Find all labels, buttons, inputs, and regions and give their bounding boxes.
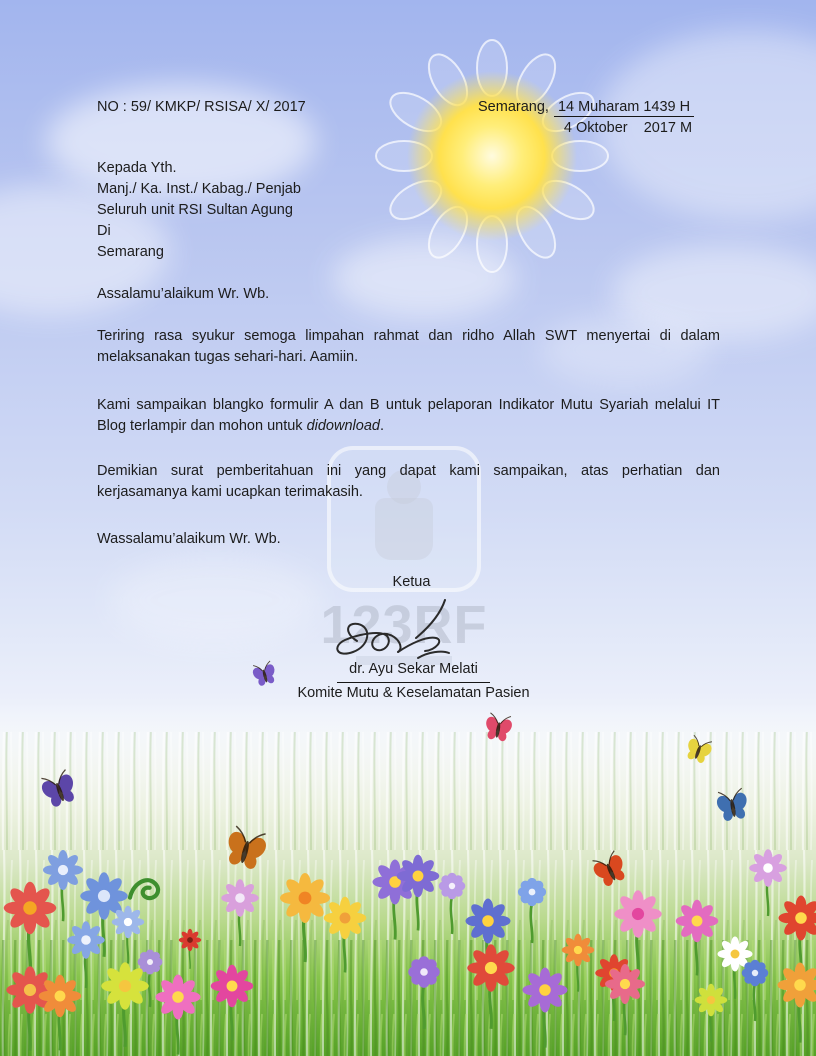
recipient-line: Semarang — [97, 244, 164, 260]
paragraph-2-italic: didownload — [306, 418, 380, 434]
closing-salutation: Wassalamu’alaikum Wr. Wb. — [97, 531, 281, 547]
letter-place: Semarang, — [478, 99, 549, 115]
paragraph-2-text: Kami sampaikan blangko formulir A dan B untuk pelaporan Indikator Mutu Syariah melalui IT Blog terlampir dan mohon untuk — [97, 397, 720, 434]
letter-number: NO : 59/ KMKP/ RSISA/ X/ 2017 — [97, 99, 306, 115]
recipient-line: Manj./ Ka. Inst./ Kabag./ Penjab — [97, 181, 301, 197]
letter-body — [97, 90, 720, 704]
recipient-line: Di — [97, 223, 111, 239]
recipient-line: Kepada Yth. — [97, 160, 177, 176]
date-hijri: 14 Muharam 1439 H — [554, 99, 694, 117]
recipient-block — [97, 158, 720, 263]
signer-organization: Komite Mutu & Keselamatan Pasien — [297, 685, 530, 701]
date-gregorian: 4 Oktober 2017 M — [563, 120, 693, 136]
signature-icon — [324, 595, 494, 663]
date-block — [478, 97, 708, 139]
watermark-text: 123RF — [320, 595, 488, 655]
letter-header — [97, 97, 720, 139]
signer-title: Ketua — [392, 574, 431, 590]
paragraph-2 — [97, 395, 720, 437]
salutation: Assalamu’alaikum Wr. Wb. — [97, 286, 270, 302]
signature-block — [97, 572, 720, 704]
paragraph-2-period: . — [379, 418, 384, 434]
recipient-line: Seluruh unit RSI Sultan Agung — [97, 202, 293, 218]
signer-name: dr. Ayu Sekar Melati — [337, 659, 490, 683]
paragraph-3: Demikian surat pemberitahuan ini yang dapat kami sampaikan, atas perhatian dan kerjasamanya kami ucapkan terimakasih. — [97, 463, 720, 500]
paragraph-1: Teriring rasa syukur semoga limpahan rahmat dan ridho Allah SWT menyertai di dalam melaksanakan tugas sehari-hari. Aamiin. — [97, 328, 720, 365]
